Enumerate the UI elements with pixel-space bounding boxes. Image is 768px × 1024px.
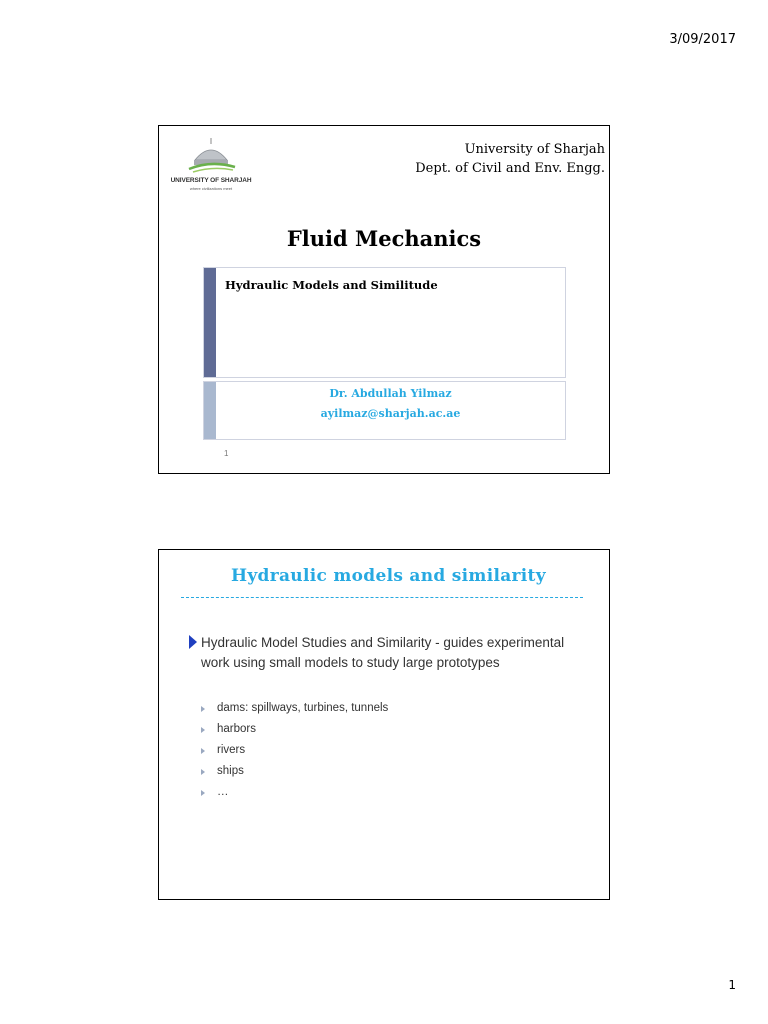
logo-university-name: UNIVERSITY OF SHARJAH [170, 177, 252, 184]
subtitle-accent-bar [204, 268, 216, 377]
subtitle-text: Hydraulic Models and Similitude [225, 278, 438, 292]
slide-2 [158, 549, 610, 900]
sub-bullet-triangle-icon [201, 769, 205, 775]
author-email: ayilmaz@sharjah.ac.ae [320, 407, 461, 420]
organization-block [415, 140, 605, 178]
slide-number: 1 [224, 449, 229, 458]
sub-bullet-triangle-icon [201, 790, 205, 796]
slide-title: Hydraulic models and similarity [231, 566, 546, 586]
title-divider [181, 597, 583, 598]
sub-bullet-triangle-icon [201, 706, 205, 712]
list-item-text: rivers [217, 744, 246, 756]
sub-bullet-triangle-icon [201, 748, 205, 754]
slide-1 [158, 125, 610, 474]
page-number: 1 [728, 978, 736, 992]
logo-tagline: where civilizations meet [189, 186, 233, 191]
department-name: Dept. of Civil and Env. Engg. [415, 161, 605, 176]
slide-title: Fluid Mechanics [286, 226, 482, 251]
list-item-text: … [217, 786, 229, 798]
list-item-text: harbors [217, 723, 256, 735]
list-item-text: ships [217, 765, 244, 777]
university-name: University of Sharjah [464, 142, 605, 157]
list-item-text: dams: spillways, turbines, tunnels [217, 702, 389, 714]
bullet-triangle-icon [189, 635, 197, 649]
author-name: Dr. Abdullah Yilmaz [329, 387, 452, 400]
main-bullet-text: Hydraulic Model Studies and Similarity - guides experimental work using small models to study large prototypes [201, 635, 565, 670]
sub-bullet-triangle-icon [201, 727, 205, 733]
author-box [203, 381, 566, 440]
author-accent-bar [204, 382, 216, 439]
page-date: 3/09/2017 [669, 32, 736, 47]
dome-icon [185, 136, 237, 176]
subtitle-box [203, 267, 566, 378]
university-logo [167, 136, 255, 194]
